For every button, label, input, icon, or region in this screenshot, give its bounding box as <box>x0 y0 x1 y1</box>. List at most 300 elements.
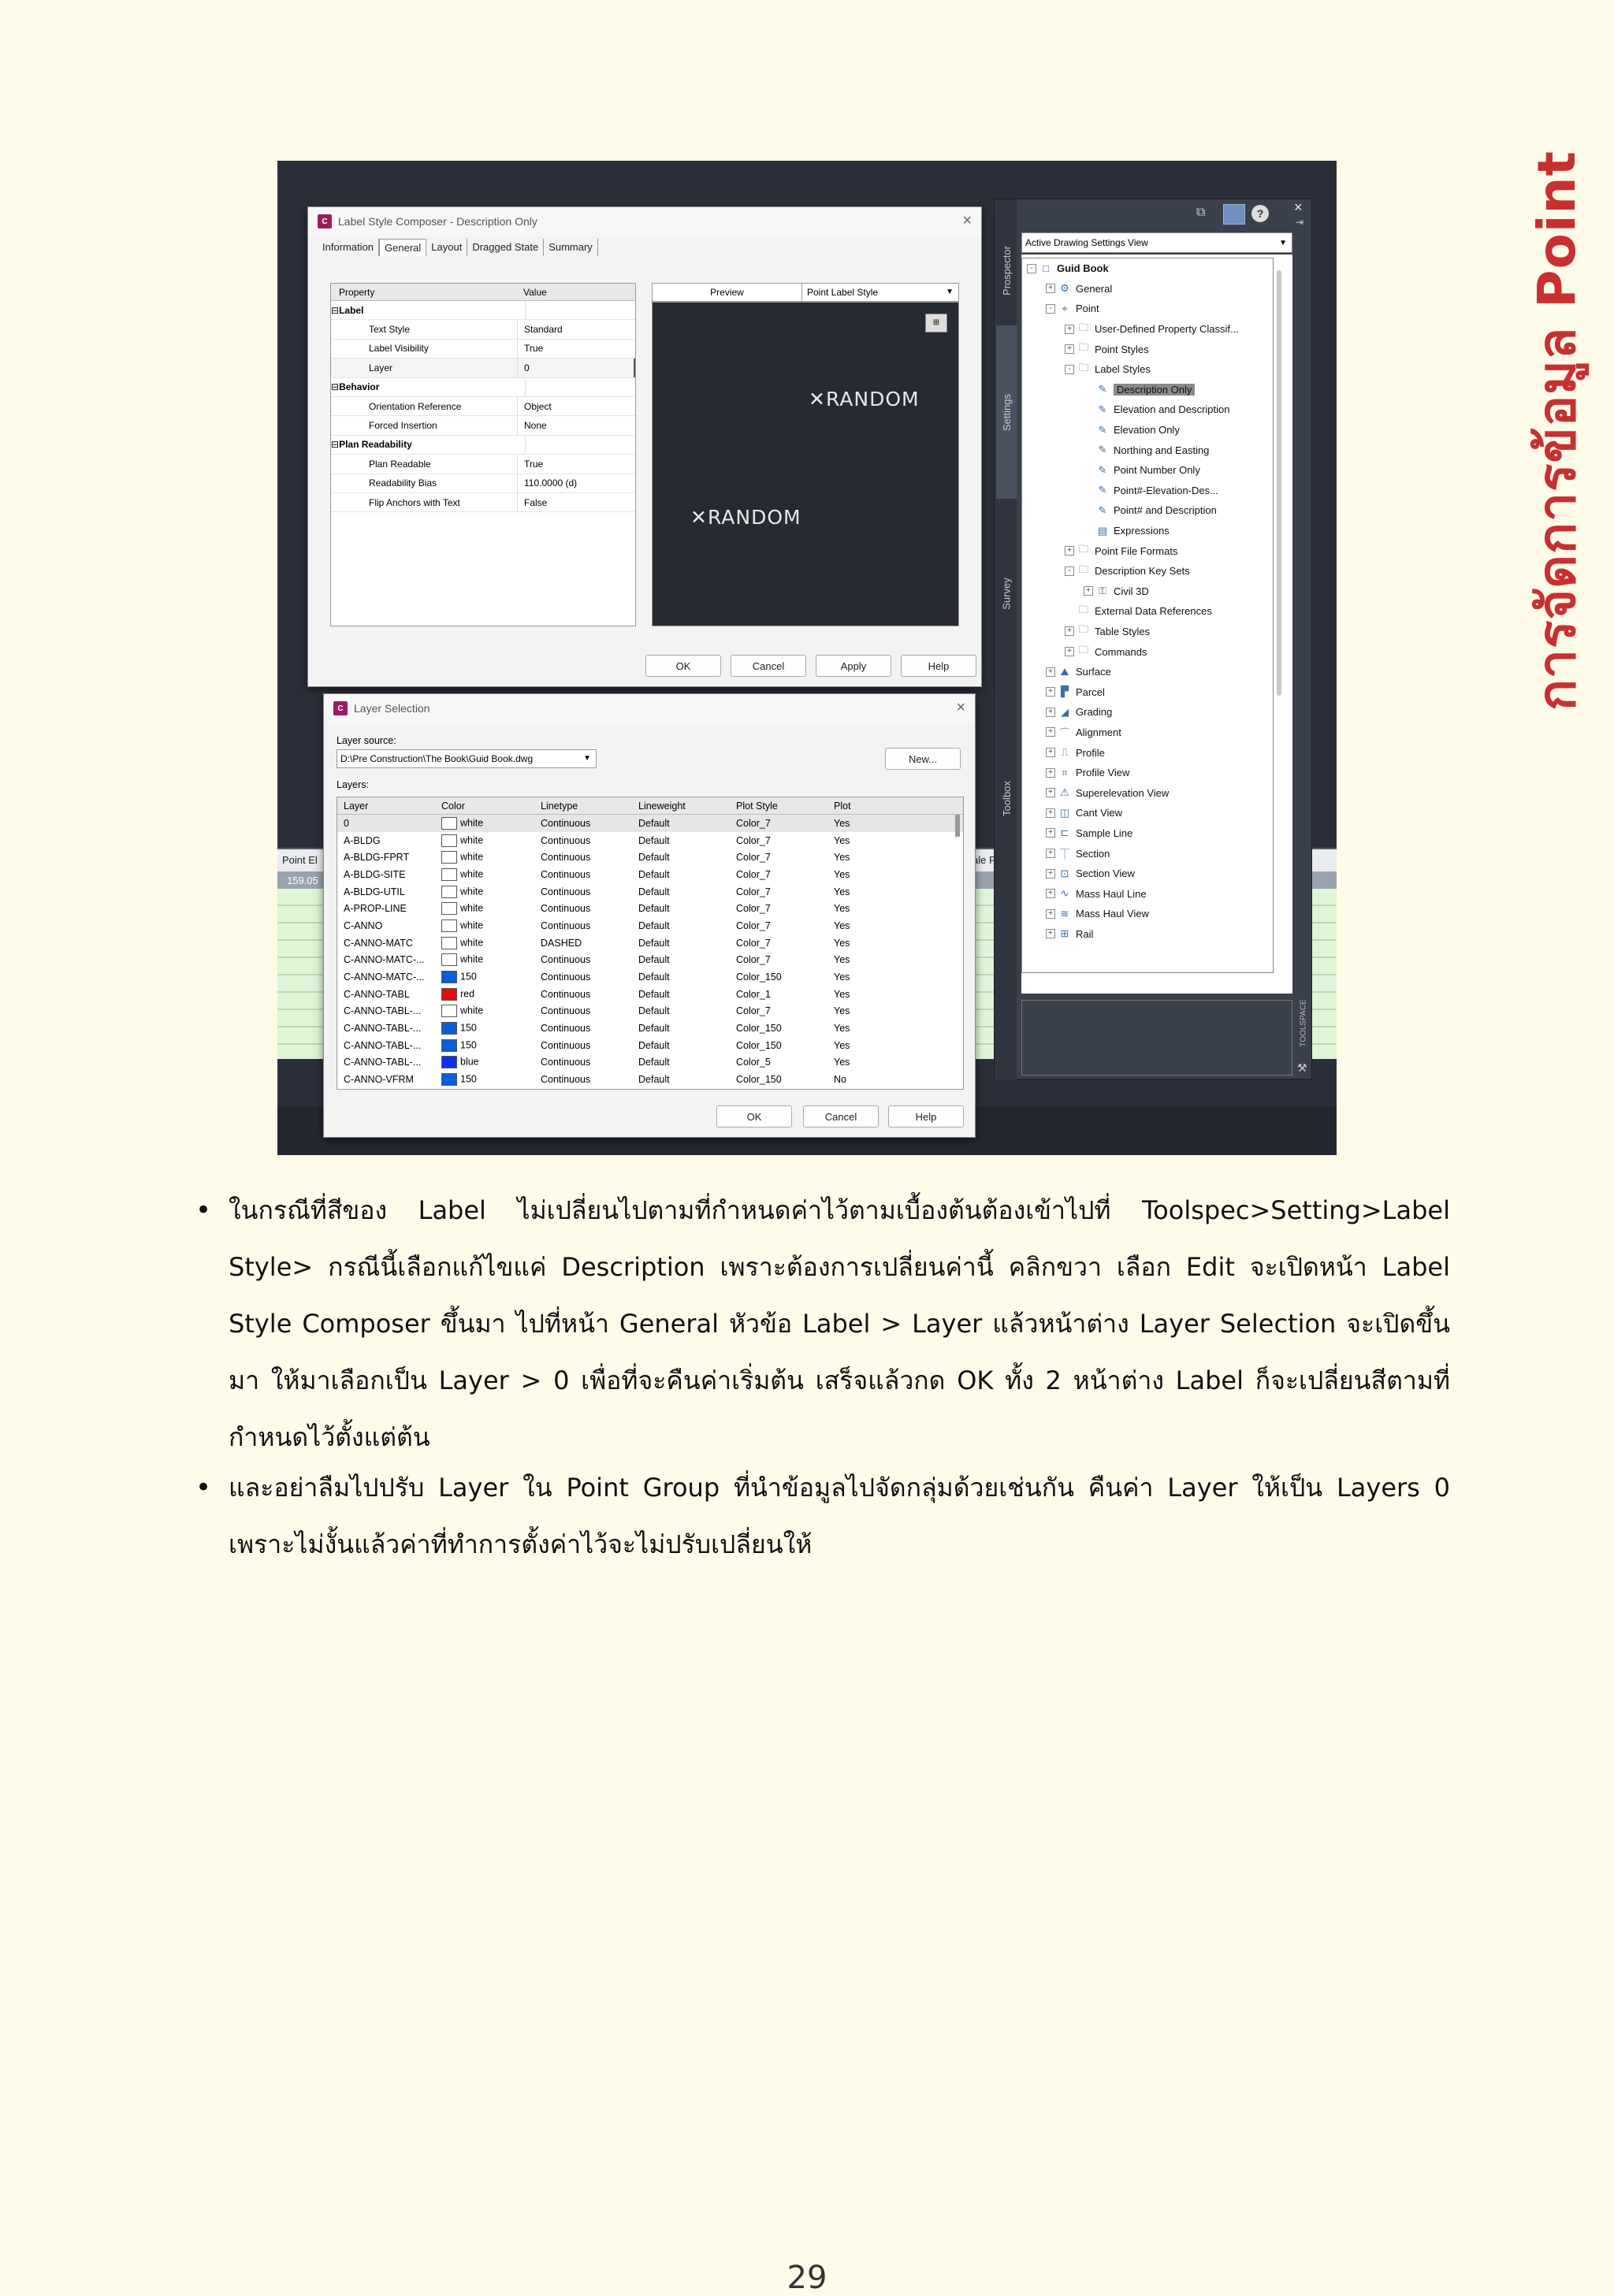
chevron-down-icon: ▼ <box>583 754 591 763</box>
property-value[interactable]: Standard <box>517 320 635 338</box>
layer-row[interactable] <box>337 968 963 986</box>
property-value[interactable]: True <box>517 340 635 358</box>
layer-linetype-cell: Continuous <box>541 920 591 931</box>
layer-linetype-cell: Continuous <box>541 972 591 983</box>
color-name: white <box>460 868 484 880</box>
tab-settings[interactable]: Settings <box>996 325 1017 499</box>
layer-plot-cell: Yes <box>834 937 850 949</box>
layer-linetype-cell: Continuous <box>541 868 591 880</box>
tree-node[interactable] <box>1022 581 1273 602</box>
view-select[interactable] <box>1021 232 1292 253</box>
tab-layout[interactable]: Layout <box>426 239 467 256</box>
tree-node[interactable] <box>1022 258 1273 279</box>
layer-plot-style-cell: Color_7 <box>736 903 771 915</box>
tree-node[interactable] <box>1022 440 1273 460</box>
layer-linetype-cell: Continuous <box>541 852 591 864</box>
layer-source-select[interactable] <box>337 749 597 768</box>
color-name: 150 <box>460 1039 477 1051</box>
layer-row[interactable] <box>337 917 963 934</box>
tree-node[interactable] <box>1022 339 1273 359</box>
instruction-item-2: • และอย่าลืมไปปรับ Layer ใน Point Group ที่นำข้อมูลไปจัดกลุ่มด้วยเช่นกัน คืนค่า Layer ให้เป็น Layers 0 เพราะไม่งั้นแล้วค่าที่ทำการตั้งค่าไว้จะไม่ปรับเปลี่ยนให้ <box>197 1459 1450 1573</box>
layer-row[interactable] <box>337 1003 963 1020</box>
layers-label: Layers: <box>337 779 369 790</box>
layer-row[interactable] <box>337 934 963 952</box>
tree-node-label: Description Only <box>1114 384 1195 396</box>
layer-row[interactable] <box>337 952 963 969</box>
layer-color-cell <box>437 817 536 830</box>
color-name: white <box>460 1005 484 1016</box>
style-icon: ✎ <box>1098 403 1107 415</box>
expand-icon[interactable]: + <box>1046 869 1055 879</box>
expand-icon[interactable]: + <box>1065 626 1074 636</box>
parcel-icon: ▛ <box>1061 685 1069 698</box>
list-icon: ▤ <box>1097 524 1108 537</box>
property-row[interactable] <box>331 340 635 359</box>
tree-node[interactable] <box>1022 541 1273 561</box>
help-icon[interactable]: ? <box>1251 205 1269 222</box>
color-name: white <box>460 936 484 948</box>
property-grid-header <box>331 284 635 301</box>
layer-plot-style-cell: Color_150 <box>736 1074 782 1086</box>
property-name: Layer <box>369 362 393 373</box>
color-name: white <box>460 902 484 914</box>
color-name: 150 <box>460 971 477 983</box>
close-icon[interactable]: × <box>962 212 972 229</box>
color-name: white <box>460 817 484 829</box>
folder-icon: 🗀 <box>1078 341 1089 354</box>
layer-row[interactable] <box>337 815 963 832</box>
property-group-row[interactable] <box>331 378 635 397</box>
property-value[interactable]: 0 <box>517 359 635 377</box>
tree-node[interactable] <box>1022 460 1273 481</box>
tree-node[interactable] <box>1022 742 1273 763</box>
expand-icon[interactable]: + <box>1046 748 1055 757</box>
color-name: red <box>460 988 475 1000</box>
drawing-icon: □ <box>1043 262 1049 275</box>
property-row[interactable] <box>331 493 635 512</box>
expand-icon[interactable]: + <box>1065 647 1074 656</box>
preview-pane[interactable] <box>652 302 959 626</box>
tree-node[interactable] <box>1022 823 1273 844</box>
layer-table <box>337 797 964 1090</box>
layer-plot-cell: Yes <box>834 903 850 915</box>
layer-layer-cell: A-PROP-LINE <box>344 903 407 915</box>
expand-icon[interactable]: + <box>1065 546 1074 555</box>
tree-node-label: Northing and Easting <box>1114 444 1210 456</box>
layer-lineweight-cell: Default <box>638 1074 670 1086</box>
preview-label: Preview <box>653 284 802 301</box>
expand-icon[interactable]: + <box>1065 325 1074 334</box>
point-icon: ⌖ <box>1062 302 1068 314</box>
layer-row[interactable] <box>337 832 963 849</box>
folder-icon: 🗀 <box>1078 361 1089 373</box>
gear-icon: ⚙ <box>1060 282 1069 295</box>
apply-button[interactable]: Apply <box>816 655 891 677</box>
tree-node-label: Point Number Only <box>1114 464 1200 477</box>
layer-plot-style-cell: Color_150 <box>736 972 782 983</box>
layer-plot-style-cell: Color_7 <box>736 937 771 949</box>
color-name: white <box>460 885 484 897</box>
layer-lineweight-cell: Default <box>638 1057 670 1068</box>
page-number: 29 <box>787 2260 827 2296</box>
layer-lineweight-cell: Default <box>638 920 670 931</box>
tree-node-label: Point Styles <box>1095 343 1149 355</box>
tree-node-label: Grading <box>1076 706 1113 719</box>
tab-information[interactable]: Information <box>318 239 379 256</box>
zoom-extents-icon[interactable]: ⊞ <box>925 314 947 333</box>
color-swatch <box>441 1005 457 1017</box>
layer-layer-cell: C-ANNO-TABL-... <box>344 1023 422 1035</box>
tree-node[interactable] <box>1022 521 1273 541</box>
tree-node-label: Parcel <box>1076 685 1105 698</box>
layer-layer-cell: C-ANNO-TABL-... <box>344 1005 422 1017</box>
preview-toolbar <box>652 283 959 302</box>
color-swatch <box>441 1056 457 1068</box>
collapse-icon[interactable]: ⊟ <box>331 439 340 451</box>
layer-plot-cell: Yes <box>834 1005 850 1017</box>
property-group-row[interactable] <box>331 301 635 320</box>
ok-button[interactable]: OK <box>716 1105 792 1128</box>
layer-plot-style-cell: Color_7 <box>736 920 771 931</box>
layer-color-cell <box>437 868 536 881</box>
property-rows <box>331 301 635 512</box>
property-row[interactable] <box>331 474 635 493</box>
layer-row[interactable] <box>337 986 963 1003</box>
tab-survey[interactable]: Survey <box>1000 577 1013 610</box>
tree-node[interactable] <box>1022 319 1273 340</box>
tree-scrollbar[interactable] <box>1277 270 1281 696</box>
folder-icon: 🗀 <box>1078 543 1089 555</box>
layer-linetype-cell: Continuous <box>541 1005 591 1017</box>
tree-node[interactable] <box>1022 904 1273 924</box>
property-group-row[interactable] <box>331 436 635 455</box>
tree-node-label: General <box>1076 282 1113 295</box>
tab-dragged-state[interactable]: Dragged State <box>467 239 544 256</box>
property-value <box>525 378 635 396</box>
property-row[interactable] <box>331 416 635 435</box>
style-icon: ✎ <box>1098 463 1107 476</box>
cant-icon: ◫ <box>1059 806 1070 819</box>
layer-color-cell <box>437 834 536 847</box>
tree-node[interactable] <box>1022 803 1273 823</box>
tree-node[interactable] <box>1022 702 1273 723</box>
style-icon: ✎ <box>1098 484 1107 496</box>
style-icon: ✎ <box>1098 444 1107 456</box>
tree-node[interactable] <box>1022 500 1273 521</box>
tree-node[interactable] <box>1022 561 1273 581</box>
tree-node[interactable] <box>1022 601 1273 622</box>
dialog-title-bar <box>324 694 975 723</box>
tree-node-label: Commands <box>1095 645 1147 658</box>
tree-node[interactable] <box>1022 843 1273 864</box>
layer-plot-cell: Yes <box>834 1057 850 1068</box>
bg-header-point-el: Point El <box>282 854 318 866</box>
expand-icon[interactable]: + <box>1046 849 1055 858</box>
color-swatch <box>441 1039 457 1052</box>
expand-icon[interactable]: + <box>1046 889 1055 898</box>
collapse-icon[interactable]: - <box>1046 304 1055 314</box>
tree-node[interactable] <box>1022 641 1273 662</box>
color-name: 150 <box>460 1022 477 1034</box>
tree-node[interactable] <box>1022 662 1273 682</box>
tree-node[interactable] <box>1022 622 1273 642</box>
layer-layer-cell: 0 <box>344 817 349 829</box>
tree-node[interactable] <box>1022 864 1273 884</box>
layer-row[interactable] <box>337 1020 963 1037</box>
layer-source-label: Layer source: <box>337 735 396 746</box>
expand-icon[interactable]: + <box>1046 667 1055 677</box>
layer-lineweight-cell: Default <box>638 886 670 897</box>
property-value[interactable]: 110.0000 (d) <box>517 474 635 492</box>
layer-linetype-cell: Continuous <box>541 834 591 846</box>
layer-layer-cell: C-ANNO-TABL <box>344 988 410 1000</box>
layer-plot-style-cell: Color_7 <box>736 1005 771 1017</box>
layer-row[interactable] <box>337 849 963 866</box>
folder-icon: 🗀 <box>1078 321 1089 333</box>
layer-lineweight-cell: Default <box>638 817 670 829</box>
keyset-icon: ⚿ <box>1099 585 1106 597</box>
layer-lineweight-cell: Default <box>638 903 670 915</box>
tree-node-label: User-Defined Property Classif... <box>1095 323 1239 336</box>
color-swatch <box>441 851 457 864</box>
cancel-button[interactable]: Cancel <box>803 1105 879 1128</box>
layer-color-cell <box>437 1056 536 1068</box>
property-row[interactable] <box>331 397 635 416</box>
property-value[interactable]: True <box>517 455 635 473</box>
layer-row[interactable] <box>337 883 963 901</box>
preview-type-select[interactable]: Point Label Style <box>807 287 879 298</box>
layer-plot-style-cell: Color_7 <box>736 852 771 864</box>
help-button[interactable]: Help <box>901 655 976 677</box>
tree-node[interactable] <box>1022 682 1273 702</box>
layer-row[interactable] <box>337 1037 963 1054</box>
tree-node-label: Profile <box>1076 746 1105 759</box>
tree-node[interactable] <box>1022 399 1273 420</box>
layer-color-cell <box>437 886 536 898</box>
label-style-composer-dialog <box>307 206 982 687</box>
tree-node-label: Cant View <box>1076 807 1123 819</box>
tree-node[interactable] <box>1022 359 1273 380</box>
layer-layer-cell: C-ANNO-VFRM <box>344 1074 414 1086</box>
expand-icon[interactable]: + <box>1046 687 1055 697</box>
tree-node[interactable] <box>1022 723 1273 743</box>
col-lineweight: Lineweight <box>638 800 686 812</box>
tree-node-label: Section View <box>1076 868 1135 880</box>
tools-icon[interactable]: ⚒ <box>1297 1061 1307 1074</box>
expand-icon[interactable]: + <box>1046 929 1055 938</box>
layer-color-cell <box>437 953 536 966</box>
layer-plot-cell: Yes <box>834 1039 850 1051</box>
tab-prospector[interactable]: Prospector <box>1000 245 1013 295</box>
close-icon[interactable]: × <box>1294 199 1303 215</box>
collapse-icon[interactable]: - <box>1027 264 1036 273</box>
expand-icon[interactable]: + <box>1084 586 1093 596</box>
layer-linetype-cell: Continuous <box>541 954 591 966</box>
profile-view-icon: ⌗ <box>1062 766 1068 778</box>
civil3d-app-icon: C <box>333 701 348 715</box>
tree-node-label: Label Styles <box>1095 363 1151 376</box>
property-name: Orientation Reference <box>369 400 462 412</box>
tree-node[interactable] <box>1022 420 1273 440</box>
layer-layer-cell: C-ANNO-TABL-... <box>344 1057 422 1068</box>
expand-icon[interactable]: + <box>1046 788 1055 797</box>
close-icon[interactable]: × <box>956 699 965 716</box>
col-plot-style: Plot Style <box>736 800 778 812</box>
section-view-icon: ⊡ <box>1060 867 1069 879</box>
tab-general[interactable]: General <box>379 239 426 256</box>
pin-icon[interactable]: ⇥ <box>1296 217 1304 228</box>
property-value[interactable]: False <box>517 493 635 511</box>
layer-plot-style-cell: Color_5 <box>736 1057 771 1068</box>
layer-layer-cell: A-BLDG-SITE <box>344 868 406 880</box>
expand-icon[interactable]: + <box>1046 768 1055 778</box>
tree-node[interactable] <box>1022 883 1273 904</box>
composer-tabs <box>308 239 981 256</box>
folder-icon: 🗀 <box>1078 623 1089 636</box>
expand-icon[interactable]: + <box>1065 344 1074 354</box>
layer-color-cell <box>437 971 536 983</box>
property-value[interactable]: Object <box>517 397 635 415</box>
layer-rows <box>337 815 963 1088</box>
layer-plot-cell: Yes <box>834 817 850 829</box>
color-name: white <box>460 834 484 845</box>
col-linetype: Linetype <box>541 800 578 812</box>
layer-plot-style-cell: Color_7 <box>736 868 771 880</box>
layer-plot-style-cell: Color_7 <box>736 954 771 966</box>
tree-node[interactable] <box>1022 299 1273 319</box>
layer-row[interactable] <box>337 900 963 917</box>
layer-row[interactable] <box>337 1071 963 1088</box>
layer-plot-cell: Yes <box>834 834 850 846</box>
toolspace-detail-pane <box>1021 1000 1292 1076</box>
tree-node-label: Superelevation View <box>1076 786 1170 799</box>
property-name: Forced Insertion <box>369 420 437 432</box>
tree-node-label: Elevation Only <box>1114 424 1180 437</box>
layer-color-cell <box>437 1039 536 1052</box>
tree-node-label: Alignment <box>1076 726 1121 738</box>
layer-layer-cell: C-ANNO <box>344 920 383 931</box>
layer-layer-cell: C-ANNO-TABL-... <box>344 1039 422 1051</box>
profile-icon: ⎍ <box>1061 746 1069 759</box>
property-value <box>525 301 635 319</box>
style-icon: ✎ <box>1098 503 1107 516</box>
settings-view-icon[interactable] <box>1223 204 1245 225</box>
bg-header-scale-factor: ale <box>972 854 987 866</box>
color-name: blue <box>460 1056 479 1068</box>
expand-icon[interactable]: + <box>1046 708 1055 717</box>
collapse-icon[interactable]: ⊟ <box>331 304 340 316</box>
layer-plot-cell: Yes <box>834 972 850 983</box>
new-layer-button[interactable]: New... <box>885 748 961 770</box>
layer-layer-cell: C-ANNO-MATC-... <box>344 954 425 966</box>
color-swatch <box>441 834 457 847</box>
layer-linetype-cell: Continuous <box>541 988 591 1000</box>
tab-toolbox[interactable]: Toolbox <box>1000 780 1013 816</box>
collapse-icon[interactable]: - <box>1065 567 1074 576</box>
layer-lineweight-cell: Default <box>638 972 670 983</box>
property-value[interactable]: None <box>517 416 635 434</box>
layer-table-scrollbar[interactable] <box>955 815 960 837</box>
property-name: Readability Bias <box>369 477 437 489</box>
layer-plot-style-cell: Color_150 <box>736 1023 782 1035</box>
property-row[interactable] <box>331 359 635 377</box>
layer-lineweight-cell: Default <box>638 954 670 966</box>
expand-icon[interactable]: + <box>1046 284 1055 293</box>
expand-icon[interactable]: + <box>1046 909 1055 919</box>
layer-linetype-cell: Continuous <box>541 903 591 915</box>
tree-node[interactable] <box>1022 481 1273 501</box>
ok-button[interactable]: OK <box>645 655 721 677</box>
chevron-down-icon: ▼ <box>1279 238 1287 247</box>
tree-node[interactable] <box>1022 763 1273 783</box>
layer-lineweight-cell: Default <box>638 834 670 846</box>
tree-node-label: Mass Haul View <box>1076 908 1149 920</box>
col-layer: Layer <box>344 800 369 812</box>
tree-node-label: Section <box>1076 847 1110 860</box>
col-plot: Plot <box>834 800 851 812</box>
cancel-button[interactable]: Cancel <box>731 655 806 677</box>
folder-icon: 🗀 <box>1078 603 1089 615</box>
layer-plot-cell: Yes <box>834 852 850 864</box>
tree-node[interactable] <box>1022 279 1273 299</box>
layer-row[interactable] <box>337 1054 963 1072</box>
bg-cell-value: 159.05 <box>287 875 318 886</box>
property-row[interactable] <box>331 320 635 339</box>
dialog-title: Label Style Composer - Description Only <box>338 215 537 228</box>
layer-linetype-cell: Continuous <box>541 886 591 897</box>
chapter-title-text: การจัดการข้อมูล Point <box>1527 150 1588 711</box>
layer-color-cell <box>437 851 536 864</box>
layer-layer-cell: A-BLDG-UTIL <box>344 886 405 897</box>
expand-icon[interactable]: + <box>1046 828 1055 838</box>
layer-lineweight-cell: Default <box>638 868 670 880</box>
tree-node[interactable] <box>1022 380 1273 400</box>
expand-icon[interactable]: + <box>1046 727 1055 737</box>
preview-label-sample-2: ✕RANDOM <box>690 506 801 529</box>
layer-layer-cell: C-ANNO-MATC <box>344 937 413 949</box>
layer-plot-style-cell: Color_7 <box>736 886 771 897</box>
layer-linetype-cell: Continuous <box>541 1039 591 1051</box>
tree-node-label: Elevation and Description <box>1114 403 1230 416</box>
tree-node-label: Description Key Sets <box>1095 565 1190 578</box>
stack-icon[interactable]: ⧉ <box>1196 206 1206 219</box>
layer-plot-style-cell: Color_7 <box>736 834 771 846</box>
tab-summary[interactable]: Summary <box>544 239 598 256</box>
help-button[interactable]: Help <box>888 1105 964 1128</box>
color-swatch <box>441 953 457 966</box>
tree-node-label: Expressions <box>1114 525 1170 537</box>
chapter-side-title <box>1524 150 1590 711</box>
layer-plot-cell: Yes <box>834 920 850 931</box>
layer-linetype-cell: Continuous <box>541 1057 591 1068</box>
layer-row[interactable] <box>337 866 963 883</box>
tree-node[interactable] <box>1022 924 1273 945</box>
collapse-icon[interactable]: ⊟ <box>331 381 340 393</box>
layer-plot-cell: Yes <box>834 988 850 1000</box>
layer-color-cell <box>437 1005 536 1017</box>
tree-node-label: Point File Formats <box>1095 544 1178 557</box>
collapse-icon[interactable]: - <box>1065 365 1074 374</box>
expand-icon[interactable]: + <box>1046 808 1055 818</box>
tree-node-label: Mass Haul Line <box>1076 887 1147 900</box>
surface-icon: ⛰ <box>1060 665 1069 678</box>
layer-lineweight-cell: Default <box>638 852 670 864</box>
property-grid <box>330 283 636 626</box>
color-swatch <box>441 971 457 983</box>
view-select-value: Active Drawing Settings View <box>1025 237 1148 248</box>
property-row[interactable] <box>331 455 635 474</box>
tree-node[interactable] <box>1022 782 1273 803</box>
